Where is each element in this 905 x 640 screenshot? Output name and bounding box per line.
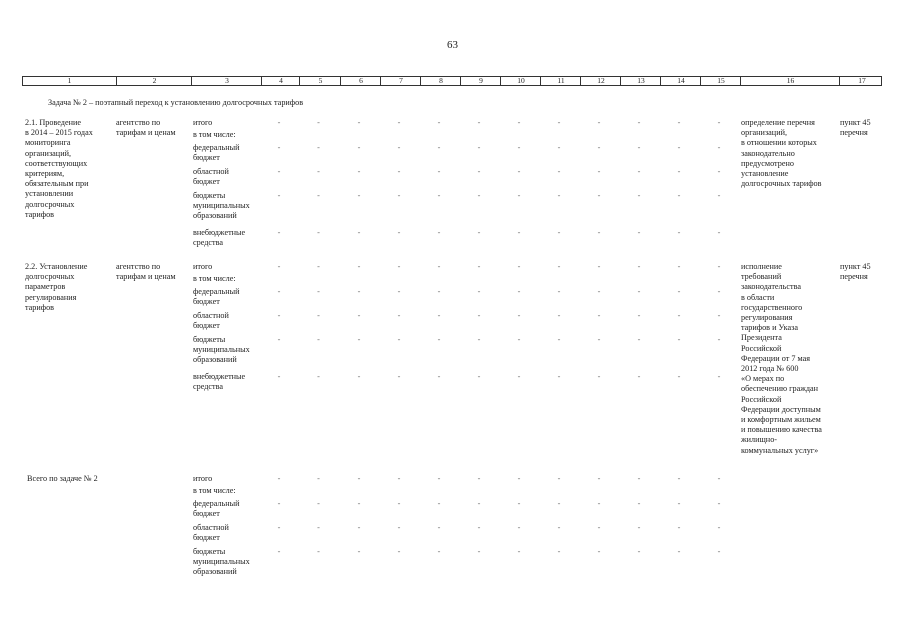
empty-value-dash: - [717,335,721,344]
empty-value-dash: - [557,372,561,381]
empty-value-dash: - [277,262,281,271]
empty-value-dash: - [677,499,681,508]
empty-value-dash: - [357,167,361,176]
empty-value-dash: - [477,262,481,271]
empty-value-dash: - [357,474,361,483]
empty-value-dash: - [517,547,521,556]
empty-value-dash: - [517,474,521,483]
empty-value-dash: - [597,228,601,237]
empty-value-dash: - [517,118,521,127]
empty-value-dash: - [717,547,721,556]
page-number: 63 [447,39,458,51]
empty-value-dash: - [277,287,281,296]
empty-value-dash: - [677,474,681,483]
funding-source-label: бюджеты муниципальных образований [193,335,250,365]
empty-value-dash: - [717,372,721,381]
funding-source-label: итого [193,118,213,127]
funding-source-label: в том числе: [193,486,236,495]
empty-value-dash: - [277,523,281,532]
empty-value-dash: - [477,287,481,296]
empty-value-dash: - [597,287,601,296]
header-col-14: 14 [660,77,701,85]
empty-value-dash: - [637,167,641,176]
empty-value-dash: - [277,191,281,200]
funding-source-label: в том числе: [193,130,236,139]
empty-value-dash: - [717,523,721,532]
empty-value-dash: - [717,143,721,152]
empty-value-dash: - [517,335,521,344]
empty-value-dash: - [557,228,561,237]
empty-value-dash: - [277,474,281,483]
empty-value-dash: - [437,499,441,508]
empty-value-dash: - [317,372,320,381]
empty-value-dash: - [677,547,681,556]
empty-value-dash: - [317,118,320,127]
funding-source-label: федеральный бюджет [193,499,240,519]
empty-value-dash: - [397,499,401,508]
empty-value-dash: - [677,335,681,344]
funding-source-label: бюджеты муниципальных образований [193,547,250,577]
empty-value-dash: - [277,311,281,320]
header-col-8: 8 [420,77,461,85]
empty-value-dash: - [557,191,561,200]
empty-value-dash: - [317,228,320,237]
empty-value-dash: - [317,523,320,532]
empty-value-dash: - [637,228,641,237]
measure-name: 2.1. Проведение в 2014 – 2015 годах мониторинга организаций, соответствующих критериям, обязательным при установлении долгосрочных тарифов [25,118,93,219]
empty-value-dash: - [357,287,361,296]
empty-value-dash: - [637,118,641,127]
empty-value-dash: - [397,262,401,271]
empty-value-dash: - [597,499,601,508]
empty-value-dash: - [717,499,721,508]
responsible-executor: агентство по тарифам и ценам [116,118,176,138]
empty-value-dash: - [597,262,601,271]
header-col-2: 2 [116,77,192,85]
empty-value-dash: - [437,262,441,271]
empty-value-dash: - [477,335,481,344]
empty-value-dash: - [677,118,681,127]
funding-source-label: внебюджетные средства [193,228,246,248]
empty-value-dash: - [357,311,361,320]
empty-value-dash: - [597,118,601,127]
empty-value-dash: - [277,228,281,237]
expected-result: исполнение требований законодательства в области государственного регулирования тарифов и Указа Президента Российской Федерации от 7 мая 2012 года № 600 «О мерах по обеспечению граждан Российской Федерации доступным и комфортным жильем и повышению качества жилищно- коммунальных услуг» [741,262,822,455]
empty-value-dash: - [437,167,441,176]
empty-value-dash: - [597,335,601,344]
empty-value-dash: - [357,523,361,532]
empty-value-dash: - [637,191,641,200]
funding-source-label: федеральный бюджет [193,143,240,163]
header-col-9: 9 [460,77,501,85]
empty-value-dash: - [717,262,721,271]
funding-source-label: итого [193,262,213,271]
empty-value-dash: - [317,262,320,271]
empty-value-dash: - [397,118,401,127]
empty-value-dash: - [357,335,361,344]
empty-value-dash: - [637,523,641,532]
task-title: Задача № 2 – поэтапный переход к установлению долгосрочных тарифов [48,98,304,107]
empty-value-dash: - [437,474,441,483]
empty-value-dash: - [317,335,320,344]
header-col-11: 11 [540,77,581,85]
empty-value-dash: - [677,311,681,320]
empty-value-dash: - [677,523,681,532]
empty-value-dash: - [597,311,601,320]
empty-value-dash: - [717,228,721,237]
empty-value-dash: - [437,523,441,532]
empty-value-dash: - [677,287,681,296]
empty-value-dash: - [677,262,681,271]
empty-value-dash: - [477,191,481,200]
empty-value-dash: - [517,167,521,176]
empty-value-dash: - [477,523,481,532]
empty-value-dash: - [557,262,561,271]
empty-value-dash: - [517,262,521,271]
empty-value-dash: - [317,143,320,152]
empty-value-dash: - [517,372,521,381]
empty-value-dash: - [437,228,441,237]
empty-value-dash: - [277,499,281,508]
column-number-header-row [22,76,882,86]
empty-value-dash: - [397,547,401,556]
empty-value-dash: - [397,287,401,296]
header-col-6: 6 [340,77,381,85]
empty-value-dash: - [677,228,681,237]
empty-value-dash: - [437,143,441,152]
empty-value-dash: - [277,143,281,152]
empty-value-dash: - [517,499,521,508]
empty-value-dash: - [317,499,320,508]
header-col-15: 15 [700,77,741,85]
empty-value-dash: - [637,499,641,508]
empty-value-dash: - [677,167,681,176]
empty-value-dash: - [597,547,601,556]
header-col-12: 12 [580,77,621,85]
empty-value-dash: - [437,311,441,320]
measure-name: 2.2. Установление долгосрочных параметров регулирования тарифов [25,262,88,312]
empty-value-dash: - [437,287,441,296]
header-col-1: 1 [67,76,72,85]
empty-value-dash: - [557,523,561,532]
empty-value-dash: - [317,474,320,483]
empty-value-dash: - [517,191,521,200]
funding-source-label: федеральный бюджет [193,287,240,307]
measure-name: Всего по задаче № 2 [27,474,98,483]
empty-value-dash: - [357,228,361,237]
empty-value-dash: - [597,372,601,381]
empty-value-dash: - [557,287,561,296]
empty-value-dash: - [677,372,681,381]
empty-value-dash: - [517,143,521,152]
funding-source-label: областной бюджет [193,311,229,331]
empty-value-dash: - [517,311,521,320]
empty-value-dash: - [437,191,441,200]
empty-value-dash: - [717,191,721,200]
empty-value-dash: - [717,118,721,127]
empty-value-dash: - [357,118,361,127]
empty-value-dash: - [357,191,361,200]
program-link: пункт 45 перечня [840,262,871,282]
empty-value-dash: - [397,335,401,344]
empty-value-dash: - [557,499,561,508]
empty-value-dash: - [277,118,281,127]
header-col-13: 13 [620,77,661,85]
empty-value-dash: - [717,287,721,296]
empty-value-dash: - [437,118,441,127]
funding-source-label: областной бюджет [193,167,229,187]
empty-value-dash: - [317,287,320,296]
empty-value-dash: - [277,372,281,381]
program-link: пункт 45 перечня [840,118,871,138]
empty-value-dash: - [597,191,601,200]
empty-value-dash: - [597,143,601,152]
empty-value-dash: - [557,547,561,556]
empty-value-dash: - [517,523,521,532]
empty-value-dash: - [437,335,441,344]
empty-value-dash: - [597,474,601,483]
empty-value-dash: - [397,191,401,200]
empty-value-dash: - [717,311,721,320]
funding-source-label: в том числе: [193,274,236,283]
empty-value-dash: - [397,372,401,381]
empty-value-dash: - [557,118,561,127]
empty-value-dash: - [597,523,601,532]
empty-value-dash: - [277,167,281,176]
header-col-10: 10 [500,77,541,85]
header-col-17: 17 [839,77,884,85]
empty-value-dash: - [397,143,401,152]
empty-value-dash: - [637,335,641,344]
funding-source-label: областной бюджет [193,523,229,543]
empty-value-dash: - [357,547,361,556]
empty-value-dash: - [477,143,481,152]
empty-value-dash: - [437,372,441,381]
empty-value-dash: - [397,523,401,532]
header-col-5: 5 [299,77,341,85]
empty-value-dash: - [437,547,441,556]
empty-value-dash: - [677,143,681,152]
header-col-16: 16 [740,77,840,85]
empty-value-dash: - [677,191,681,200]
empty-value-dash: - [397,167,401,176]
empty-value-dash: - [717,167,721,176]
header-col-7: 7 [380,77,421,85]
funding-source-label: итого [193,474,213,483]
empty-value-dash: - [357,143,361,152]
empty-value-dash: - [477,228,481,237]
empty-value-dash: - [637,143,641,152]
empty-value-dash: - [637,372,641,381]
empty-value-dash: - [317,311,320,320]
empty-value-dash: - [277,547,281,556]
empty-value-dash: - [597,167,601,176]
empty-value-dash: - [517,287,521,296]
empty-value-dash: - [637,547,641,556]
responsible-executor: агентство по тарифам и ценам [116,262,176,282]
empty-value-dash: - [637,262,641,271]
empty-value-dash: - [317,547,320,556]
empty-value-dash: - [277,335,281,344]
empty-value-dash: - [397,228,401,237]
empty-value-dash: - [557,311,561,320]
empty-value-dash: - [317,167,320,176]
header-col-3: 3 [191,77,262,85]
empty-value-dash: - [557,335,561,344]
empty-value-dash: - [357,499,361,508]
empty-value-dash: - [557,474,561,483]
empty-value-dash: - [357,372,361,381]
empty-value-dash: - [477,118,481,127]
funding-source-label: внебюджетные средства [193,372,246,392]
funding-source-label: бюджеты муниципальных образований [193,191,250,221]
empty-value-dash: - [317,191,320,200]
empty-value-dash: - [717,474,721,483]
empty-value-dash: - [397,311,401,320]
empty-value-dash: - [557,143,561,152]
empty-value-dash: - [517,228,521,237]
empty-value-dash: - [477,372,481,381]
expected-result: определение перечня организаций, в отношении которых законодательно предусмотрено установление долгосрочных тарифов [741,118,822,189]
empty-value-dash: - [637,287,641,296]
empty-value-dash: - [357,262,361,271]
empty-value-dash: - [557,167,561,176]
header-col-4: 4 [261,77,300,85]
empty-value-dash: - [477,167,481,176]
empty-value-dash: - [477,499,481,508]
empty-value-dash: - [637,474,641,483]
empty-value-dash: - [477,474,481,483]
empty-value-dash: - [637,311,641,320]
empty-value-dash: - [477,547,481,556]
empty-value-dash: - [397,474,401,483]
empty-value-dash: - [477,311,481,320]
